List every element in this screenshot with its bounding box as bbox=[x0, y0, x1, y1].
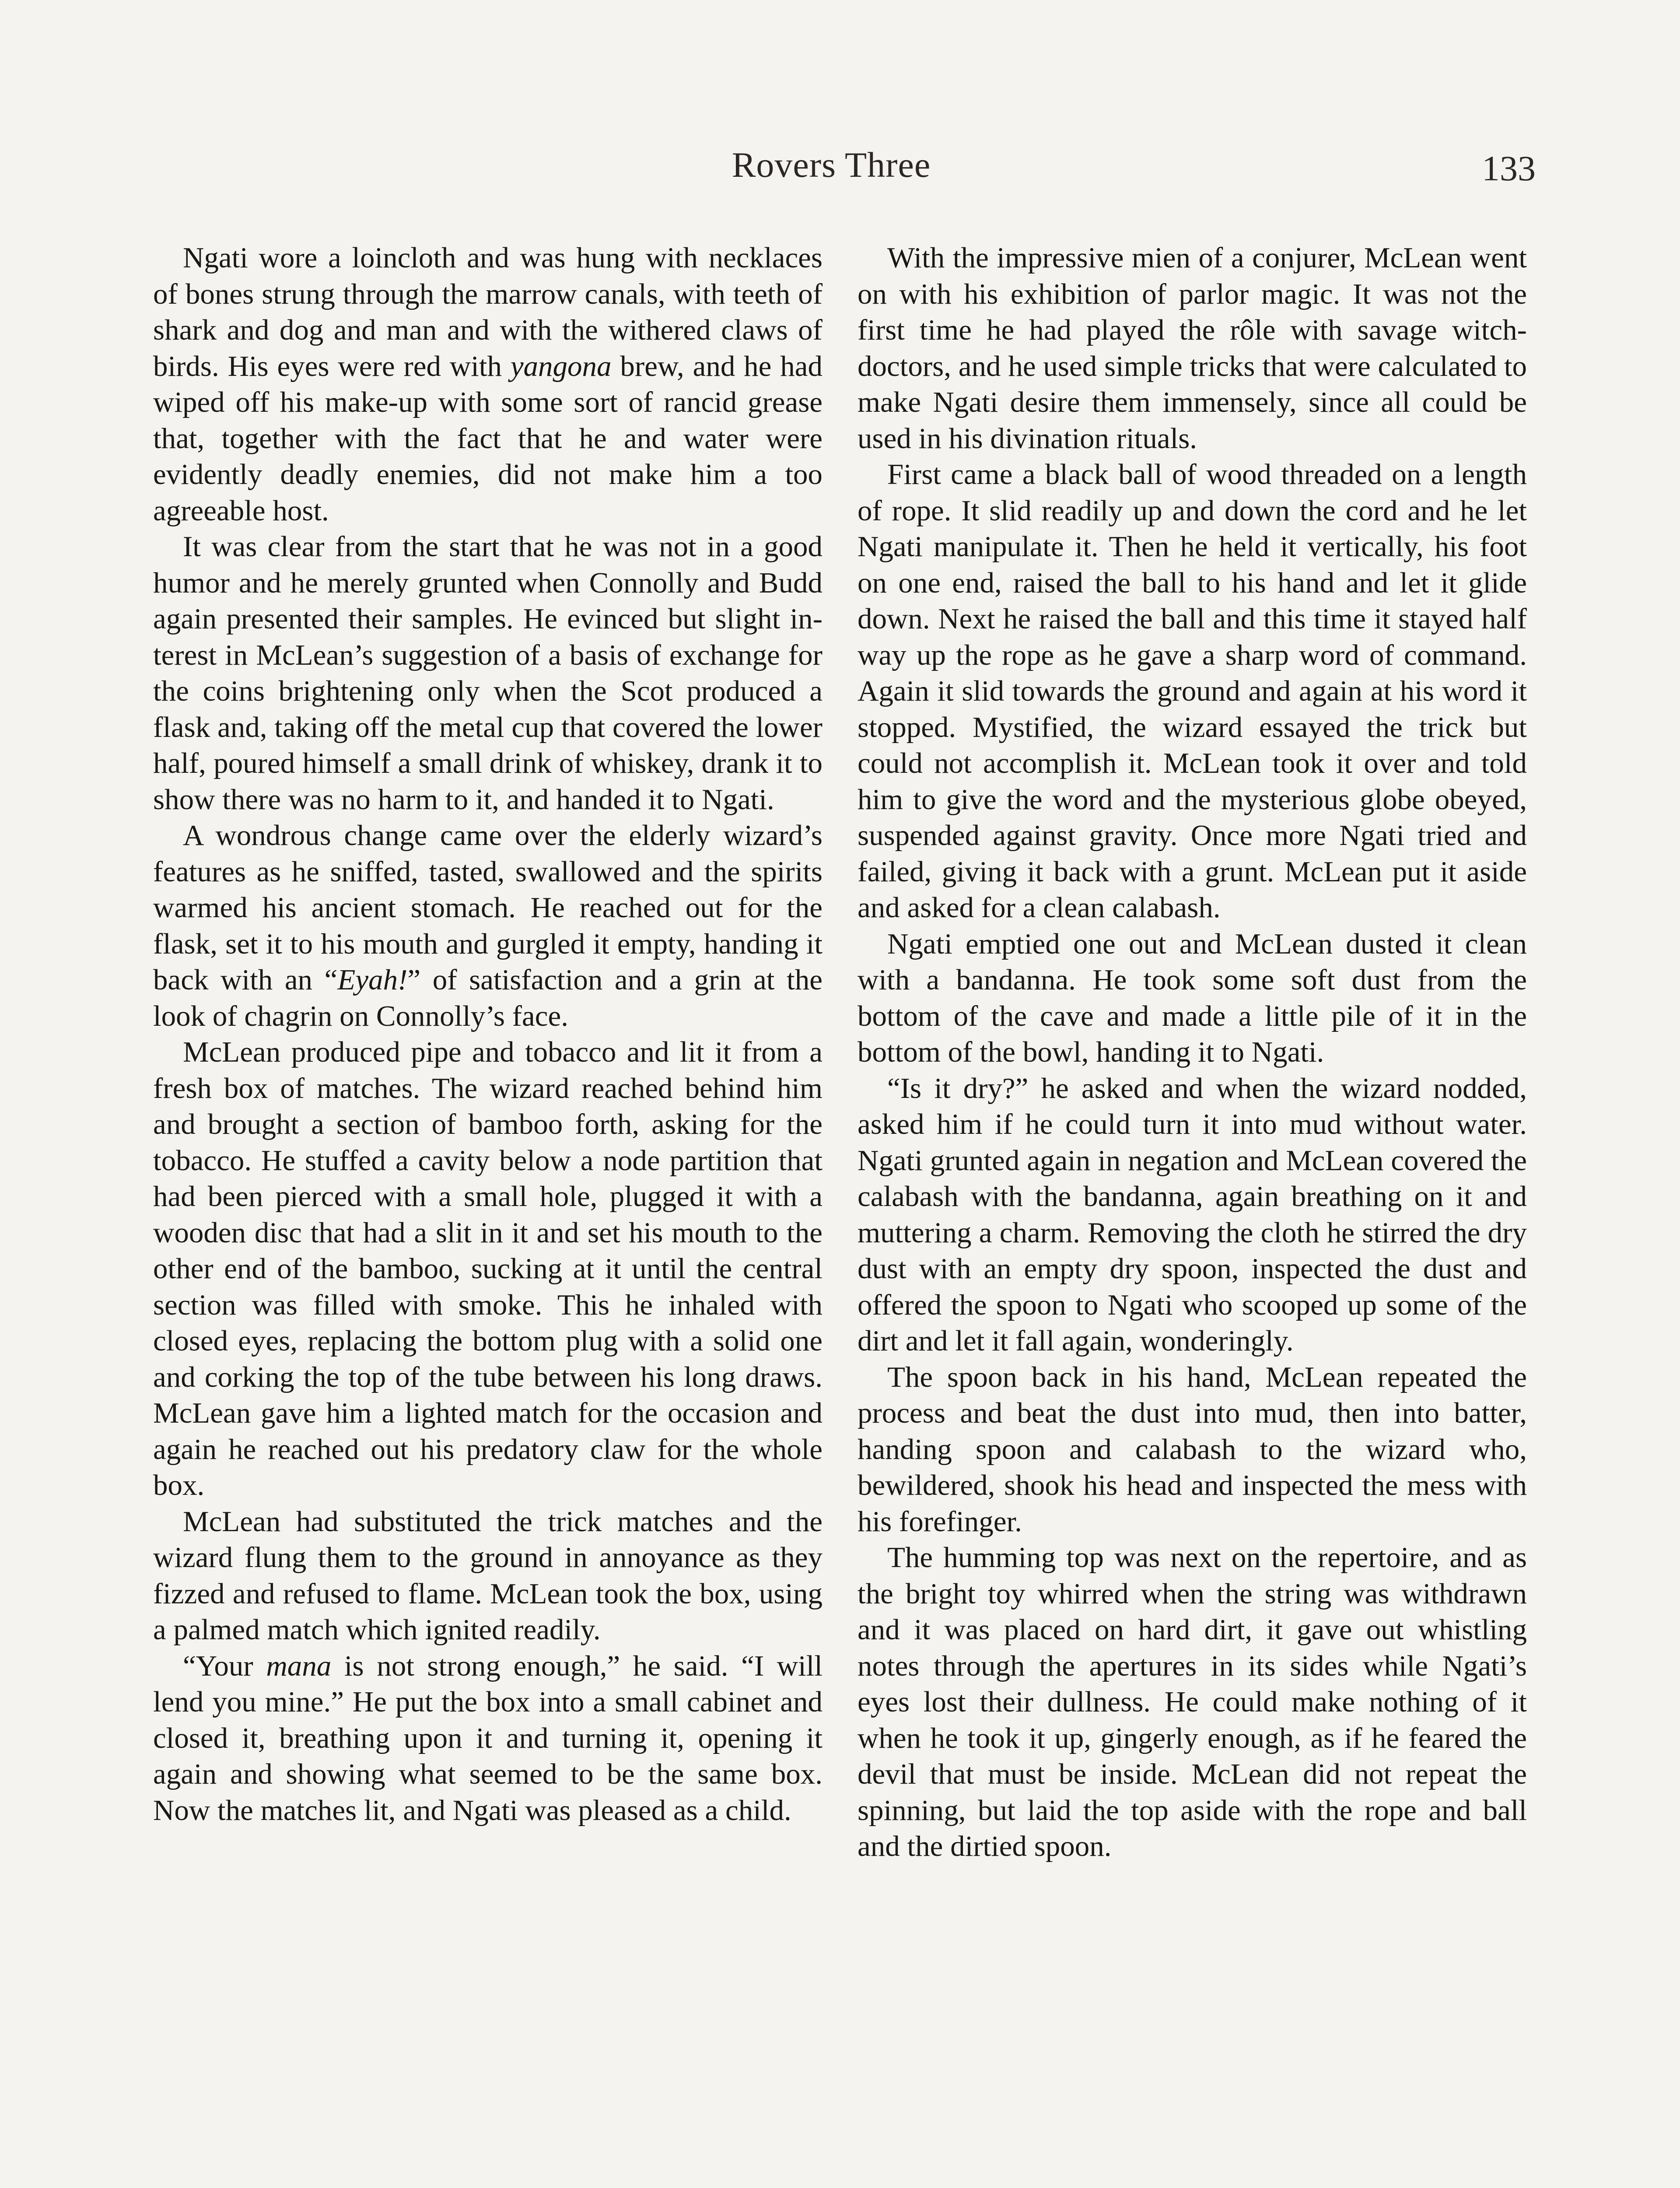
paragraph: The spoon back in his hand, McLean repeated the process and beat the dust into mud, then into batter, handing spoon and calabash to the wizard who, bewildered, shook his head and inspected the mess with his forefinger. bbox=[858, 1360, 1527, 1538]
paragraph: Ngati wore a loincloth and was hung with necklaces of bones strung through the marrow canals, with teeth of shark and dog and man and with the withered claws of birds. His eyes were red with yangona brew, and he had wiped off his make-up with some sort of rancid grease that, together with the fact that he and water were evidently deadly enemies, did not make him a too agreeable host. bbox=[153, 242, 823, 527]
paragraph: With the impressive mien of a conjurer, McLean went on with his exhibition of parlor magic. It was not the first time he had played the rôle with savage witch-doctors, and he used simple tricks that were calculated to make Ngati desire them immensely, since all could be used in his divination rituals. bbox=[858, 242, 1527, 455]
paragraph: It was clear from the start that he was not in a good humor and he merely grunted when Connolly and Budd again presented their samples. He evinced but slight interest in McLean’s suggestion of a basis of exchange for the coins brightening only when the Scot produced a flask and, taking off the metal cup that covered the lower half, poured himself a small drink of whiskey, drank it to show there was no harm to it, and handed it to Ngati. bbox=[153, 530, 822, 816]
running-title: Rovers Three bbox=[732, 145, 931, 185]
paragraph: McLean produced pipe and tobacco and lit it from a fresh box of matches. The wizard reached behind him and brought a section of bamboo forth, asking for the tobacco. He stuffed a cavity below a node partition that had been pierced with a small hole, plugged it with a wooden disc that had a slit in it and set his mouth to the other end of the bamboo, sucking at it until the central section was filled with smoke. This he inhaled with closed eyes, replacing the bottom plug with a solid one and corking the top of the tube between his long draws. McLean gave him a lighted match for the occasion and again he reached out his predatory claw for the whole box. bbox=[153, 1036, 822, 1501]
paragraph: The humming top was next on the repertoire, and as the bright toy whirred when the string was withdrawn and it was placed on hard dirt, it gave out whistling notes through the apertures in its sides while Ngati’s eyes lost their dullness. He could make nothing of it when he took it up, gingerly enough, as if he feared the devil that must be inside. McLean did not repeat the spinning, but laid the top aside with the rope and ball and the dirtied spoon. bbox=[858, 1541, 1527, 1862]
paragraph: “Your mana is not strong enough,” he said. “I will lend you mine.” He put the box into a small cabinet and closed it, breathing upon it and turning it, opening it again and showing what seemed to be the same box. Now the matches lit, and Ngati was pleased as a child. bbox=[153, 1649, 822, 1827]
page-number: 133 bbox=[1482, 148, 1536, 188]
paragraph: McLean had substituted the trick matches and the wizard flung them to the ground in annoyance as they fizzed and refused to flame. McLean took the box, using a palmed match which ignited readily. bbox=[153, 1505, 822, 1646]
left-column bbox=[153, 240, 822, 1828]
paragraph: “Is it dry?” he asked and when the wizard nodded, asked him if he could turn it into mud without water. Ngati grunted again in negation and McLean covered the calabash with the bandanna, again breathing on it and muttering a charm. Removing the cloth he stirred the dry dust with an empty dry spoon, inspected the dust and offered the spoon to Ngati who scooped up some of the dirt and let it fall again, wonderingly. bbox=[858, 1072, 1527, 1357]
paragraph: A wondrous change came over the elderly wizard’s features as he sniffed, tasted, swallowed and the spirits warmed his ancient stomach. He reached out for the flask, set it to his mouth and gurgled it empty, handing it back with an “Eyah!” of satisfaction and a grin at the look of chagrin on Connolly’s face. bbox=[153, 819, 822, 1032]
paragraph: First came a black ball of wood threaded on a length of rope. It slid readily up and down the cord and he let Ngati manipulate it. Then he held it vertically, his foot on one end, raised the ball to his hand and let it glide down. Next he raised the ball and this time it stayed half way up the rope as he gave a sharp word of command. Again it slid towards the ground and again at his word it stopped. Mystified, the wizard essayed the trick but could not accomplish it. McLean took it over and told him to give the word and the mysterious globe obeyed, suspended against gravity. Once more Ngati tried and failed, giving it back with a grunt. McLean put it aside and asked for a clean calabash. bbox=[858, 458, 1527, 924]
paragraph: Ngati emptied one out and McLean dusted it clean with a bandanna. He took some soft dust from the bottom of the cave and made a little pile of it in the bottom of the bowl, handing it to Ngati. bbox=[858, 927, 1527, 1068]
right-column bbox=[858, 240, 1527, 1865]
